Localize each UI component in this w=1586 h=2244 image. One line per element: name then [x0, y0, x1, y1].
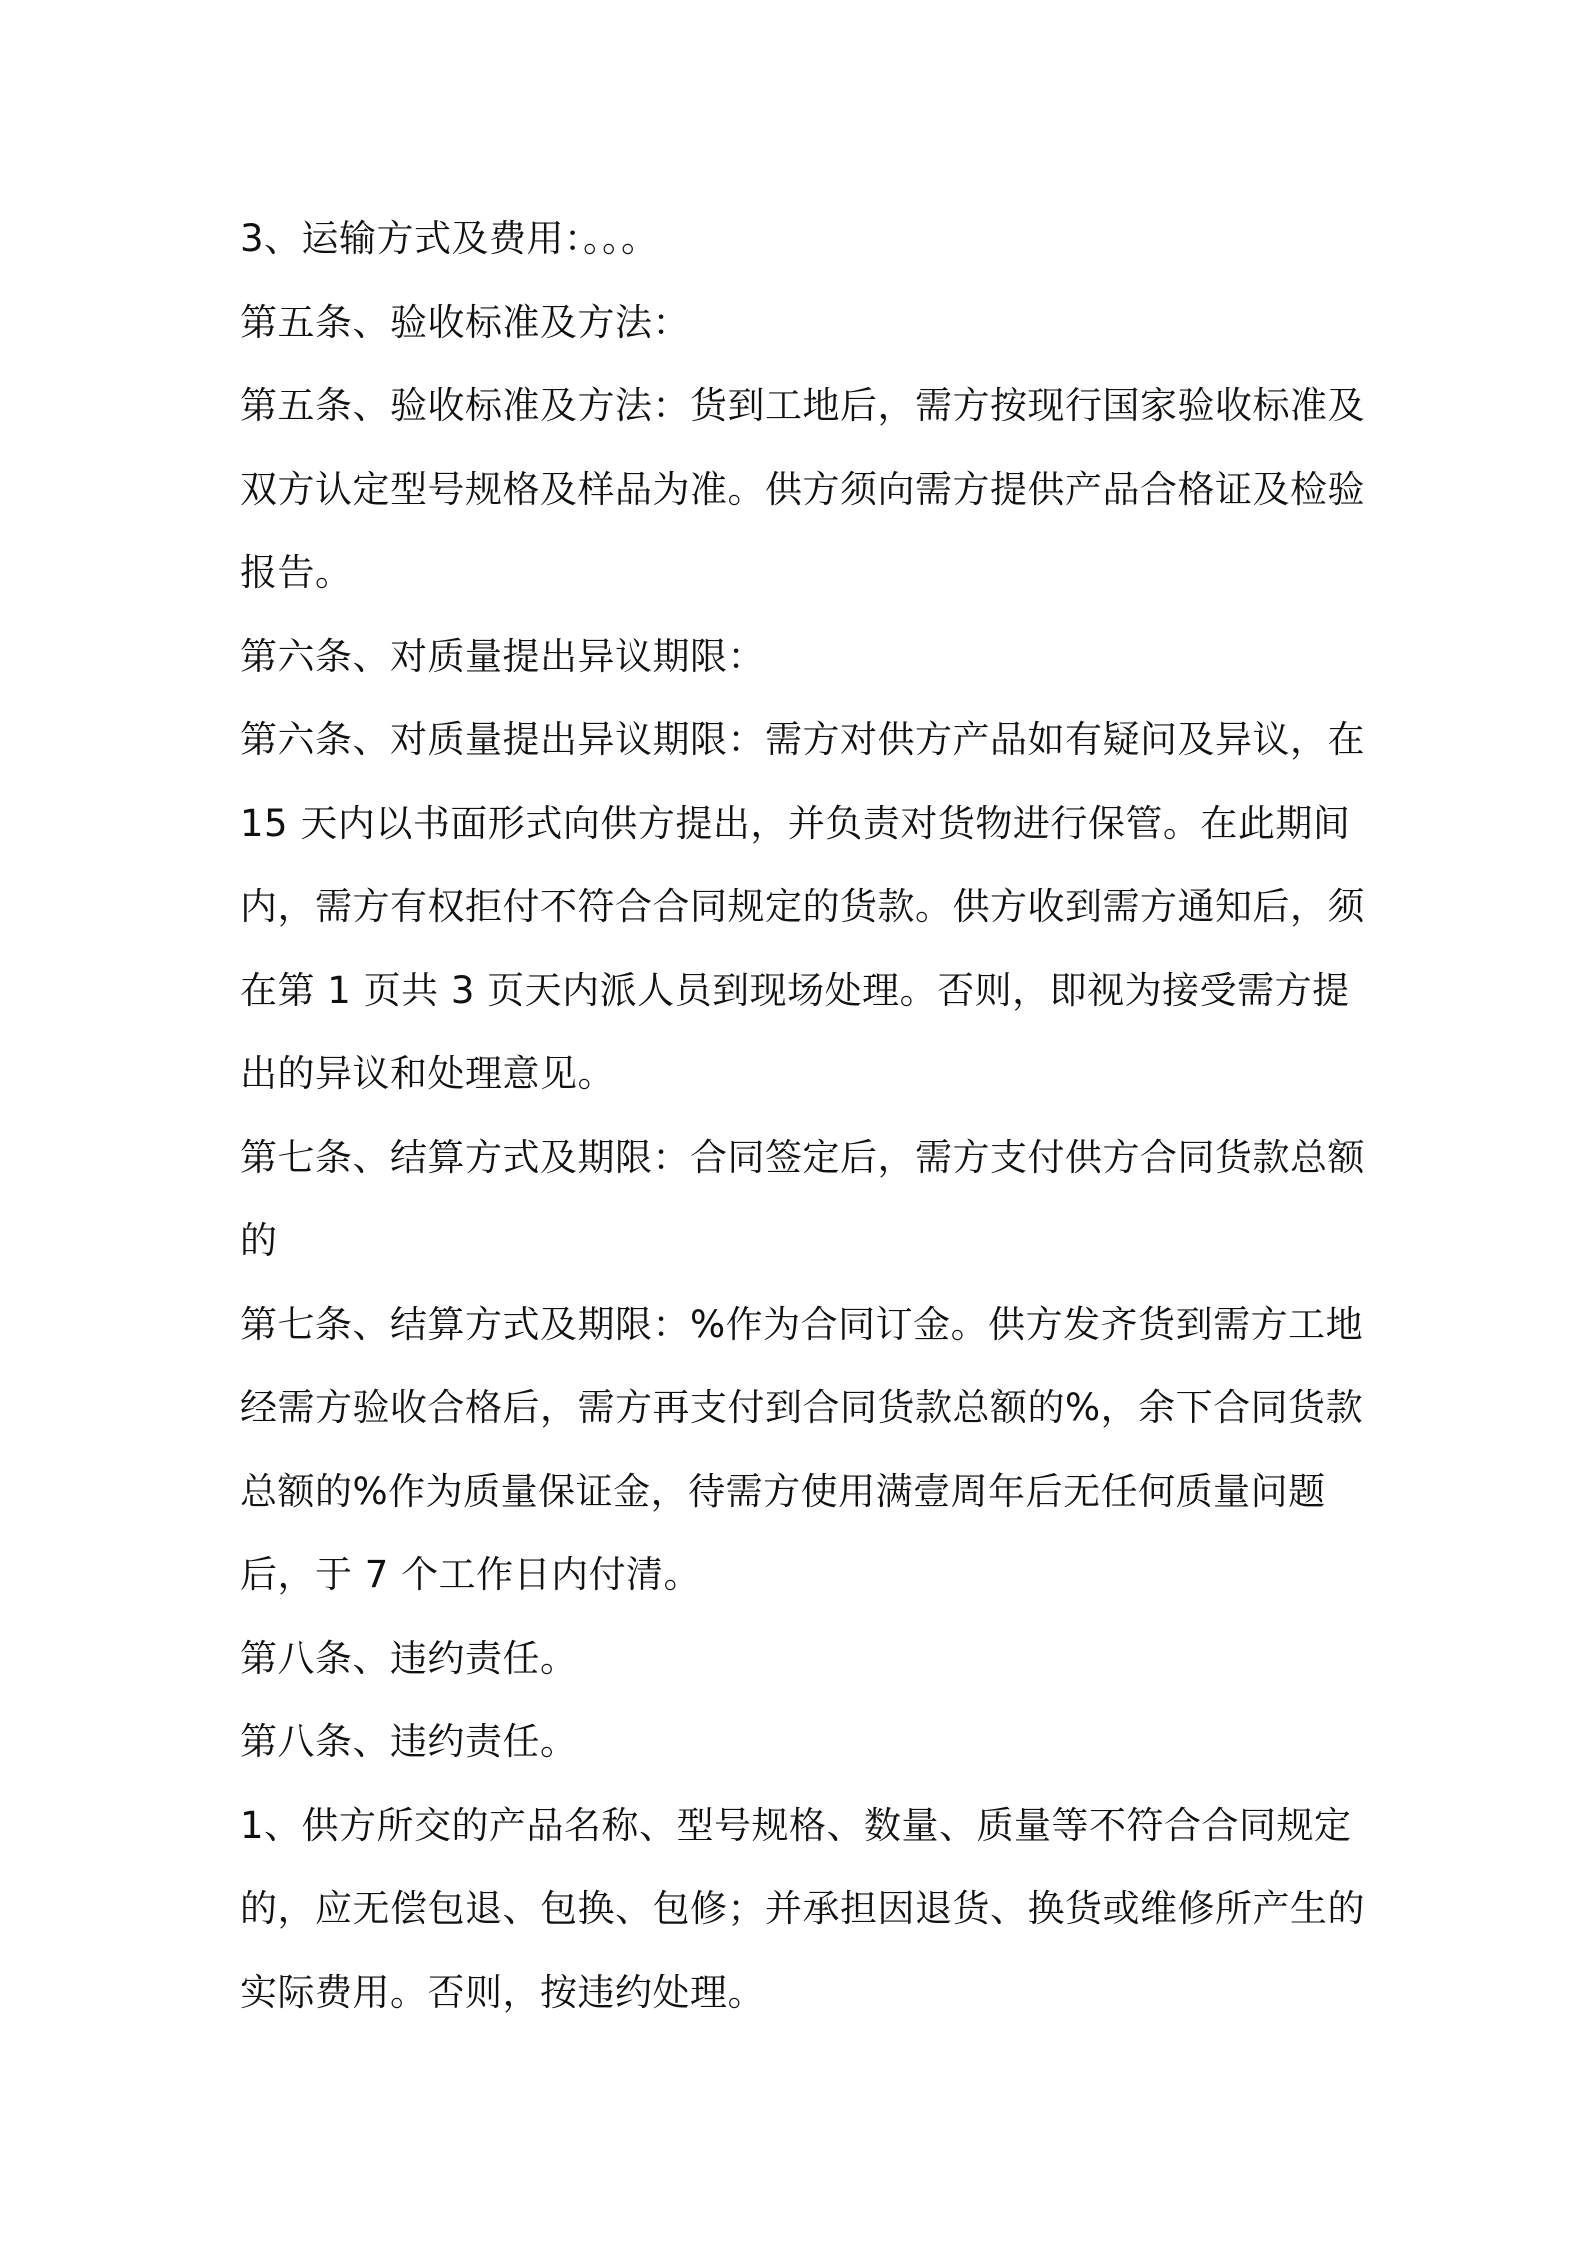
paragraph-article8-clause1: 1、供方所交的产品名称、型号规格、数量、质量等不符合合同规定的，应无偿包退、包换、包修；并承担因退货、换货或维修所产生的实际费用。否则，按违约处理。	[240, 1803, 1365, 2014]
paragraph-article7-part2: 第七条、结算方式及期限：%作为合同订金。供方发齐货到需方工地经需方验收合格后，需方再支付到合同货款总额的%，余下合同货款总额的%作为质量保证金，待需方使用满壹周年后无任何质量问题后，于 7 个工作日内付清。	[240, 1302, 1364, 1596]
paragraph-transport: 3、运输方式及费用：。。。	[240, 217, 659, 260]
paragraph-article6-body: 第六条、对质量提出异议期限：需方对供方产品如有疑问及异议，在15 天内以书面形式向供方提出，并负责对货物进行保管。在此期间内，需方有权拒付不符合合同规定的货款。供方收到需方通知后，须在第 1 页共 3 页天内派人员到现场处理。否则，即视为接受需方提出的异议和处理意见。	[240, 718, 1365, 1095]
paragraph-article5-heading: 第五条、验收标准及方法：	[240, 300, 690, 344]
paragraph-article6-heading: 第六条、对质量提出异议期限：	[240, 634, 765, 678]
document-body	[240, 197, 1380, 2034]
paragraph-article5-body: 第五条、验收标准及方法：货到工地后，需方按现行国家验收标准及双方认定型号规格及样品为准。供方须向需方提供产品合格证及检验报告。	[240, 384, 1365, 594]
paragraph-article8-heading-repeat: 第八条、违约责任。	[240, 1720, 578, 1763]
paragraph-article8-heading: 第八条、违约责任。	[240, 1636, 578, 1680]
paragraph-article7-part1: 第七条、结算方式及期限：合同签定后，需方支付供方合同货款总额的	[240, 1135, 1365, 1262]
